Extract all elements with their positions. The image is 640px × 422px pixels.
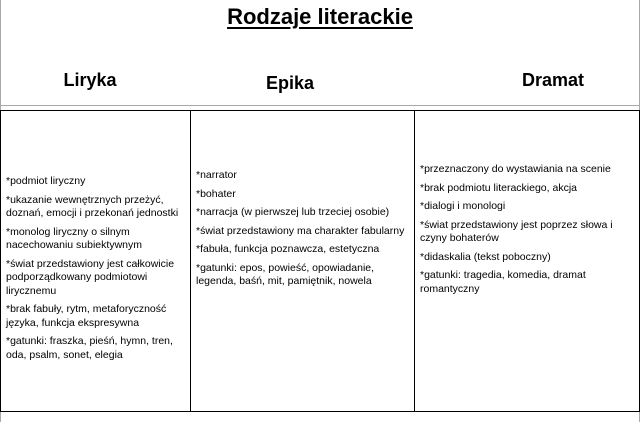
header-divider bbox=[0, 105, 640, 106]
list-item: *narrator bbox=[196, 169, 237, 181]
list-item: *monolog liryczny o silnym nacechowaniu subiektywnym bbox=[6, 225, 142, 251]
page-title: Rodzaje literackie bbox=[227, 4, 413, 29]
list-item: *gatunki: fraszka, pieśń, hymn, tren, oda, psalm, sonet, elegia bbox=[6, 335, 173, 361]
list-item: *ukazanie wewnętrznych przeżyć, doznań, emocji i przekonań jednostki bbox=[6, 193, 179, 219]
list-item: *gatunki: tragedia, komedia, dramat romantyczny bbox=[420, 269, 586, 295]
liryka-list bbox=[6, 175, 187, 367]
list-item: *brak podmiotu literackiego, akcja bbox=[420, 181, 577, 194]
dramat-list bbox=[420, 163, 634, 301]
list-item: *podmiot liryczny bbox=[6, 175, 86, 187]
list-item: *brak fabuły, rytm, metaforyczność języka, funkcja ekspresywna bbox=[6, 303, 167, 329]
list-item: *świat przedstawiony ma charakter fabularny bbox=[196, 224, 405, 237]
list-item: *fabuła, funkcja poznawcza, estetyczna bbox=[196, 243, 380, 255]
column-heading-dramat: Dramat bbox=[521, 70, 585, 90]
column-heading-liryka: Liryka bbox=[63, 70, 117, 90]
column-heading-epika: Epika bbox=[265, 73, 315, 93]
list-item: *didaskalia (tekst poboczny) bbox=[420, 250, 551, 263]
epika-list bbox=[196, 169, 410, 294]
list-item: *przeznaczony do wystawiania na scenie bbox=[420, 163, 611, 175]
list-item: *narracja (w pierwszej lub trzeciej osobie) bbox=[196, 206, 390, 218]
list-item: *świat przedstawiony jest całkowicie podporządkowany podmiotowi lirycznemu bbox=[6, 257, 175, 297]
list-item: *bohater bbox=[196, 187, 236, 200]
list-item: *świat przedstawiony jest poprzez słowa i czyny bohaterów bbox=[420, 218, 613, 244]
list-item: *dialogi i monologi bbox=[420, 200, 506, 212]
list-item: *gatunki: epos, powieść, opowiadanie, legenda, baśń, mit, pamiętnik, nowela bbox=[196, 261, 375, 287]
